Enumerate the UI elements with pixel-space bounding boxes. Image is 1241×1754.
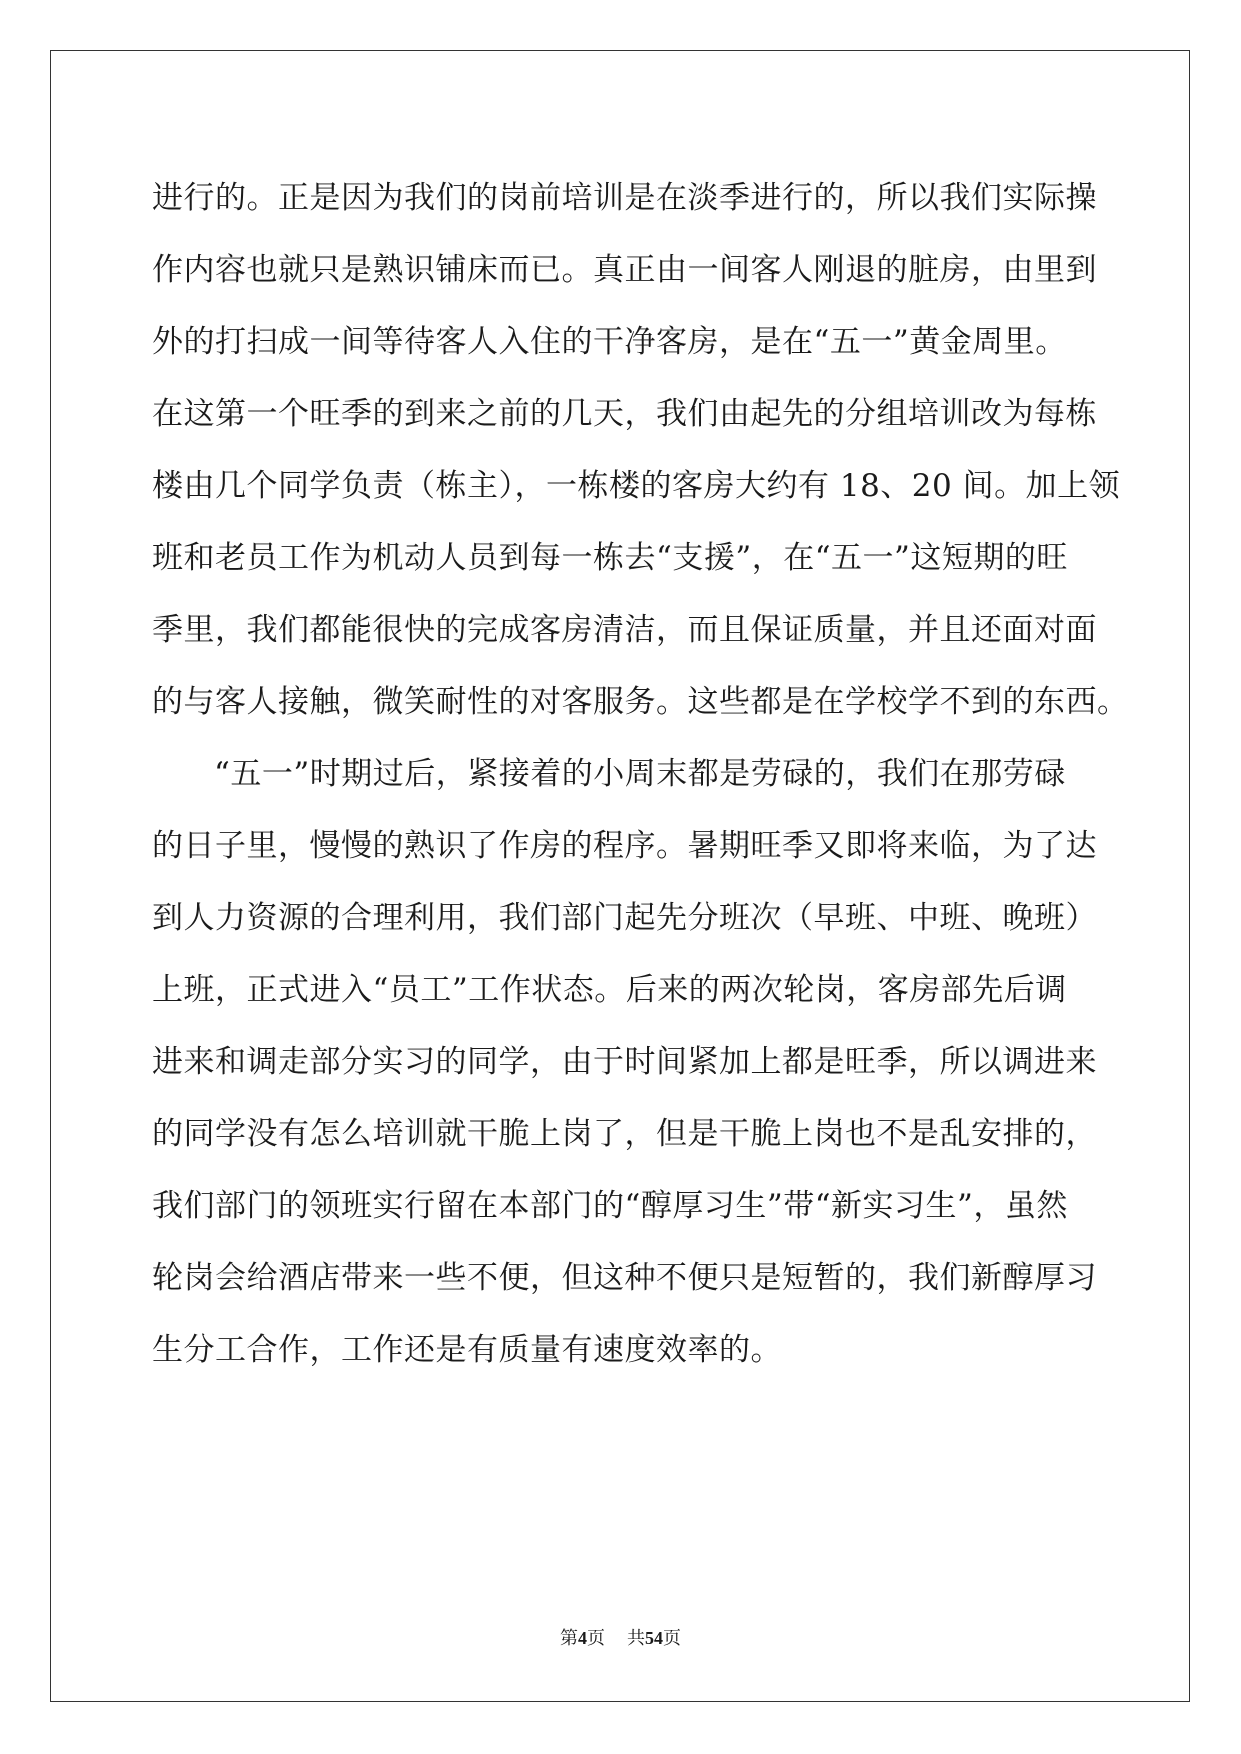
- text-line: 我们部门的领班实行留在本部门的“醇厚习生”带“新实习生”，虽然: [152, 1188, 1068, 1224]
- text-line: 楼由几个同学负责（栋主），一栋楼的客房大约有 18、20 间。加上领: [152, 468, 1121, 504]
- text-line: 轮岗会给酒店带来一些不便，但这种不便只是短暂的，我们新醇厚习: [152, 1260, 1097, 1296]
- total-pages: 54: [645, 1628, 663, 1648]
- page-prefix: 第: [560, 1628, 578, 1648]
- text-line: 的日子里，慢慢的熟识了作房的程序。暑期旺季又即将来临，为了达: [152, 828, 1097, 864]
- total-prefix: 共: [627, 1628, 645, 1648]
- page-number: 4: [578, 1628, 587, 1648]
- text-line: 季里，我们都能很快的完成客房清洁，而且保证质量，并且还面对面: [152, 612, 1097, 648]
- total-suffix: 页: [663, 1628, 681, 1648]
- body-text: [152, 162, 1129, 1386]
- text-line: 的同学没有怎么培训就干脆上岗了，但是干脆上岗也不是乱安排的，: [152, 1116, 1097, 1152]
- text-line: 上班，正式进入“员工”工作状态。后来的两次轮岗，客房部先后调: [152, 972, 1067, 1008]
- page-suffix: 页: [587, 1628, 605, 1648]
- text-line-paragraph-start: “五一”时期过后，紧接着的小周末都是劳碌的，我们在那劳碌: [214, 756, 1066, 792]
- text-line: 进行的。正是因为我们的岗前培训是在淡季进行的，所以我们实际操: [152, 180, 1097, 216]
- text-line: 在这第一个旺季的到来之前的几天，我们由起先的分组培训改为每栋: [152, 396, 1097, 432]
- text-line: 作内容也就只是熟识铺床而已。真正由一间客人刚退的脏房，由里到: [152, 252, 1097, 288]
- page-footer: [0, 1624, 1241, 1650]
- text-line: 的与客人接触，微笑耐性的对客服务。这些都是在学校学不到的东西。: [152, 684, 1129, 720]
- text-line: 到人力资源的合理利用，我们部门起先分班次（早班、中班、晚班）: [152, 900, 1097, 936]
- text-line: 外的打扫成一间等待客人入住的干净客房，是在“五一”黄金周里。: [152, 324, 1067, 360]
- text-line: 生分工合作，工作还是有质量有速度效率的。: [152, 1332, 782, 1368]
- text-line: 进来和调走部分实习的同学，由于时间紧加上都是旺季，所以调进来: [152, 1044, 1097, 1080]
- text-line: 班和老员工作为机动人员到每一栋去“支援”，在“五一”这短期的旺: [152, 540, 1068, 576]
